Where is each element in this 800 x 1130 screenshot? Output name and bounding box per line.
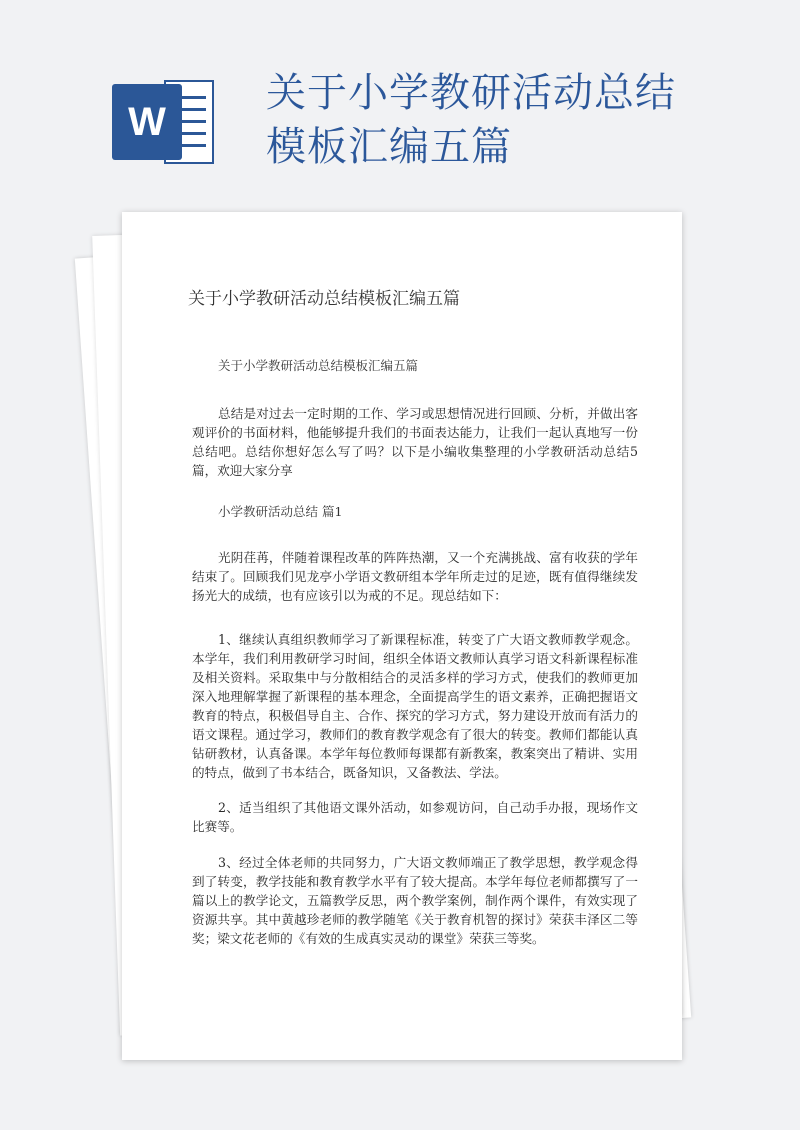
intro-paragraph: 总结是对过去一定时期的工作、学习或思想情况进行回顾、分析，并做出客观评价的书面材料，他能够提升我们的书面表达能力，让我们一起认真地写一份总结吧。总结你想好怎么写了吗？以下是小编收集整理的小学教研活动总结5篇，欢迎大家分享 xyxy=(192,406,638,478)
body-paragraph-1: 光阴荏苒，伴随着课程改革的阵阵热潮，又一个充满挑战、富有收获的学年结束了。回顾我们见龙亭小学语文教研组本学年所走过的足迹，既有值得继续发扬光大的成绩，也有应该引以为戒的不足。现总结如下： xyxy=(192,550,638,603)
document-title: 关于小学教研活动总结模板汇编五篇 xyxy=(188,289,460,309)
banner-title: 关于小学教研活动总结模板汇编五篇 xyxy=(266,70,676,170)
word-badge: W xyxy=(112,84,182,160)
word-document-icon xyxy=(112,80,216,164)
section-heading: 小学教研活动总结 篇1 xyxy=(218,504,343,519)
document-page xyxy=(122,212,682,1060)
document-subtitle: 关于小学教研活动总结模板汇编五篇 xyxy=(218,358,419,373)
header-banner xyxy=(0,0,800,200)
body-paragraph-2: 1、继续认真组织教师学习了新课程标准，转变了广大语文教师教学观念。本学年，我们利用教研学习时间，组织全体语文教师认真学习语文科新课程标准及相关资料。采取集中与分散相结合的灵活多样的学习方式，使我们的教师更加深入地理解掌握了新课程的基本理念，全面提高学生的语文素养，正确把握语文教育的特点，积极倡导自主、合作、探究的学习方式，努力建设开放而有活力的语文课程。通过学习，教师们的教育教学观念有了很大的转变。教师们都能认真钻研教材，认真备课。本学年每位教师每课都有新教案，教案突出了精讲、实用的特点，做到了书本结合，既备知识，又备教法、学法。 xyxy=(192,632,638,780)
body-paragraph-3: 2、适当组织了其他语文课外活动，如参观访问，自己动手办报，现场作文比赛等。 xyxy=(192,800,638,834)
body-paragraph-4: 3、经过全体老师的共同努力，广大语文教师端正了教学思想，教学观念得到了转变，教学技能和教育教学水平有了较大提高。本学年每位老师都撰写了一篇以上的教学论文，五篇教学反思，两个教学案例，制作两个课件，有效实现了资源共享。其中黄越珍老师的教学随笔《关于教育机智的探讨》荣获丰泽区二等奖；梁文花老师的《有效的生成真实灵动的课堂》荣获三等奖。 xyxy=(192,855,638,946)
